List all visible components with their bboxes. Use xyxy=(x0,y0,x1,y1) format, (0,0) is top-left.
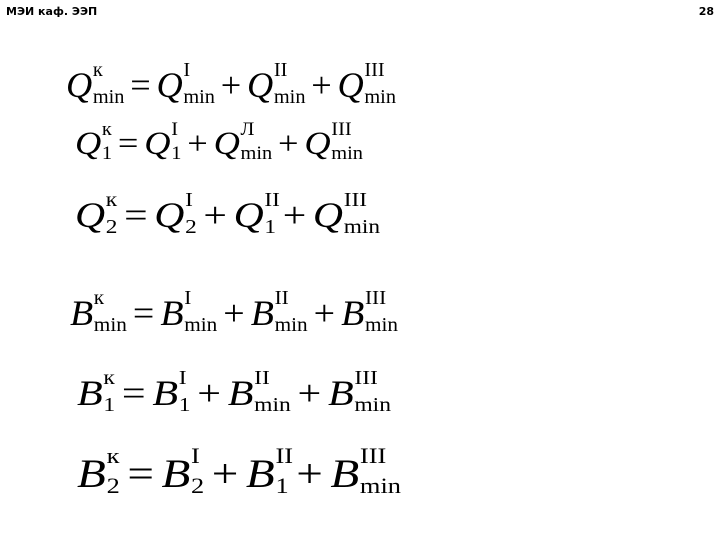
superscript: к xyxy=(93,286,105,309)
superscript: Л xyxy=(240,118,255,139)
script-stack xyxy=(343,188,380,238)
subscript: min xyxy=(364,85,397,108)
math-term xyxy=(66,58,125,108)
variable-symbol: B xyxy=(152,373,179,413)
subscript: 1 xyxy=(178,393,191,416)
plus-sign: + xyxy=(282,195,307,235)
variable-symbol: Q xyxy=(144,126,171,162)
superscript: II xyxy=(273,58,288,81)
math-term xyxy=(77,366,116,416)
subscript: 1 xyxy=(275,473,289,499)
superscript: III xyxy=(343,188,368,211)
equals-sign: = xyxy=(127,451,154,496)
equals-sign: = xyxy=(117,126,139,162)
script-stack xyxy=(101,118,113,164)
equals-sign: = xyxy=(132,293,155,333)
superscript: I xyxy=(184,286,192,309)
subscript: min xyxy=(343,215,380,238)
variable-symbol: B xyxy=(327,373,354,413)
variable-symbol: Q xyxy=(233,195,264,235)
equation-3 xyxy=(75,188,380,238)
subscript: min xyxy=(354,393,391,416)
script-stack xyxy=(273,58,306,108)
variable-symbol: Q xyxy=(66,65,93,105)
superscript: I xyxy=(191,443,200,469)
math-term xyxy=(233,188,280,238)
variable-symbol: Q xyxy=(75,126,102,162)
plus-sign: + xyxy=(187,126,208,162)
variable-symbol: B xyxy=(245,451,275,496)
plus-sign: + xyxy=(203,195,227,235)
superscript: I xyxy=(171,118,178,139)
subscript: min xyxy=(274,313,308,336)
script-stack xyxy=(106,443,120,499)
equation-4 xyxy=(70,286,398,336)
plus-sign: + xyxy=(197,373,221,413)
variable-symbol: B xyxy=(77,451,106,496)
variable-symbol: Q xyxy=(337,65,364,105)
script-stack xyxy=(178,366,191,416)
subscript: 2 xyxy=(185,215,197,238)
superscript: II xyxy=(274,286,289,309)
plus-sign: + xyxy=(223,293,245,333)
subscript: min xyxy=(184,313,218,336)
script-stack xyxy=(240,118,273,164)
script-stack xyxy=(184,188,197,238)
equation-5 xyxy=(77,366,391,416)
superscript: I xyxy=(178,366,187,389)
superscript: II xyxy=(264,188,280,211)
math-term xyxy=(250,286,308,336)
variable-symbol: Q xyxy=(213,126,240,162)
subscript: 2 xyxy=(191,473,205,499)
math-term xyxy=(75,188,118,238)
math-term xyxy=(144,118,182,164)
variable-symbol: B xyxy=(70,293,94,333)
plus-sign: + xyxy=(278,126,299,162)
plus-sign: + xyxy=(296,451,323,496)
script-stack xyxy=(93,286,127,336)
superscript: II xyxy=(254,366,270,389)
subscript: min xyxy=(359,473,401,499)
superscript: I xyxy=(185,188,193,211)
subscript: 1 xyxy=(103,393,116,416)
script-stack xyxy=(331,118,363,164)
script-stack xyxy=(264,188,280,238)
math-term xyxy=(70,286,127,336)
equation-2 xyxy=(75,118,363,164)
superscript: III xyxy=(364,58,385,81)
plus-sign: + xyxy=(313,293,336,333)
subscript: 1 xyxy=(101,143,113,164)
script-stack xyxy=(171,118,182,164)
math-term xyxy=(304,118,363,164)
math-term xyxy=(227,366,291,416)
math-term xyxy=(156,58,215,108)
math-term xyxy=(152,366,191,416)
script-stack xyxy=(364,286,398,336)
script-stack xyxy=(190,443,205,499)
superscript: III xyxy=(359,443,387,469)
math-term xyxy=(213,118,273,164)
math-term xyxy=(341,286,398,336)
script-stack xyxy=(183,58,215,108)
equation-1 xyxy=(66,58,397,108)
script-stack xyxy=(364,58,397,108)
variable-symbol: B xyxy=(227,373,254,413)
math-term xyxy=(312,188,380,238)
superscript: III xyxy=(364,286,387,309)
subscript: min xyxy=(183,85,215,108)
variable-symbol: B xyxy=(330,451,360,496)
variable-symbol: Q xyxy=(247,65,274,105)
equals-sign: = xyxy=(121,373,146,413)
subscript: min xyxy=(364,313,398,336)
math-term xyxy=(247,58,306,108)
subscript: 2 xyxy=(106,473,120,499)
math-term xyxy=(160,286,218,336)
math-term xyxy=(245,443,294,499)
script-stack xyxy=(359,443,401,499)
script-stack xyxy=(275,443,294,499)
superscript: к xyxy=(105,188,118,211)
superscript: к xyxy=(106,443,120,469)
math-term xyxy=(327,366,391,416)
superscript: I xyxy=(183,58,191,81)
subscript: 1 xyxy=(171,143,182,164)
variable-symbol: B xyxy=(160,293,184,333)
equation-6 xyxy=(77,443,401,499)
page-number: 28 xyxy=(698,5,714,18)
variable-symbol: B xyxy=(341,293,365,333)
superscript: III xyxy=(331,118,352,139)
script-stack xyxy=(354,366,391,416)
variable-symbol: B xyxy=(77,373,103,413)
variable-symbol: Q xyxy=(154,195,185,235)
superscript: к xyxy=(101,118,112,139)
math-term xyxy=(330,443,401,499)
plus-sign: + xyxy=(220,65,242,105)
variable-symbol: B xyxy=(250,293,274,333)
subscript: min xyxy=(92,85,125,108)
plus-sign: + xyxy=(297,373,322,413)
script-stack xyxy=(103,366,116,416)
math-term xyxy=(161,443,205,499)
equals-sign: = xyxy=(130,65,151,105)
equals-sign: = xyxy=(124,195,148,235)
subscript: min xyxy=(93,313,127,336)
variable-symbol: Q xyxy=(304,126,331,162)
subscript: min xyxy=(254,393,291,416)
math-term xyxy=(337,58,397,108)
plus-sign: + xyxy=(211,451,239,496)
plus-sign: + xyxy=(311,65,332,105)
variable-symbol: B xyxy=(161,451,191,496)
superscript: II xyxy=(275,443,294,469)
math-term xyxy=(75,118,113,164)
superscript: к xyxy=(92,58,103,81)
script-stack xyxy=(105,188,118,238)
script-stack xyxy=(184,286,218,336)
subscript: 1 xyxy=(264,215,277,238)
script-stack xyxy=(92,58,125,108)
math-term xyxy=(77,443,120,499)
variable-symbol: Q xyxy=(156,65,183,105)
subscript: min xyxy=(273,85,306,108)
script-stack xyxy=(274,286,308,336)
header-title: МЭИ каф. ЭЭП xyxy=(6,5,98,18)
variable-symbol: Q xyxy=(312,195,344,235)
superscript: III xyxy=(354,366,378,389)
math-term xyxy=(154,188,197,238)
subscript: min xyxy=(331,143,363,164)
superscript: к xyxy=(103,366,115,389)
script-stack xyxy=(253,366,291,416)
subscript: min xyxy=(240,143,273,164)
variable-symbol: Q xyxy=(75,195,106,235)
subscript: 2 xyxy=(105,215,118,238)
